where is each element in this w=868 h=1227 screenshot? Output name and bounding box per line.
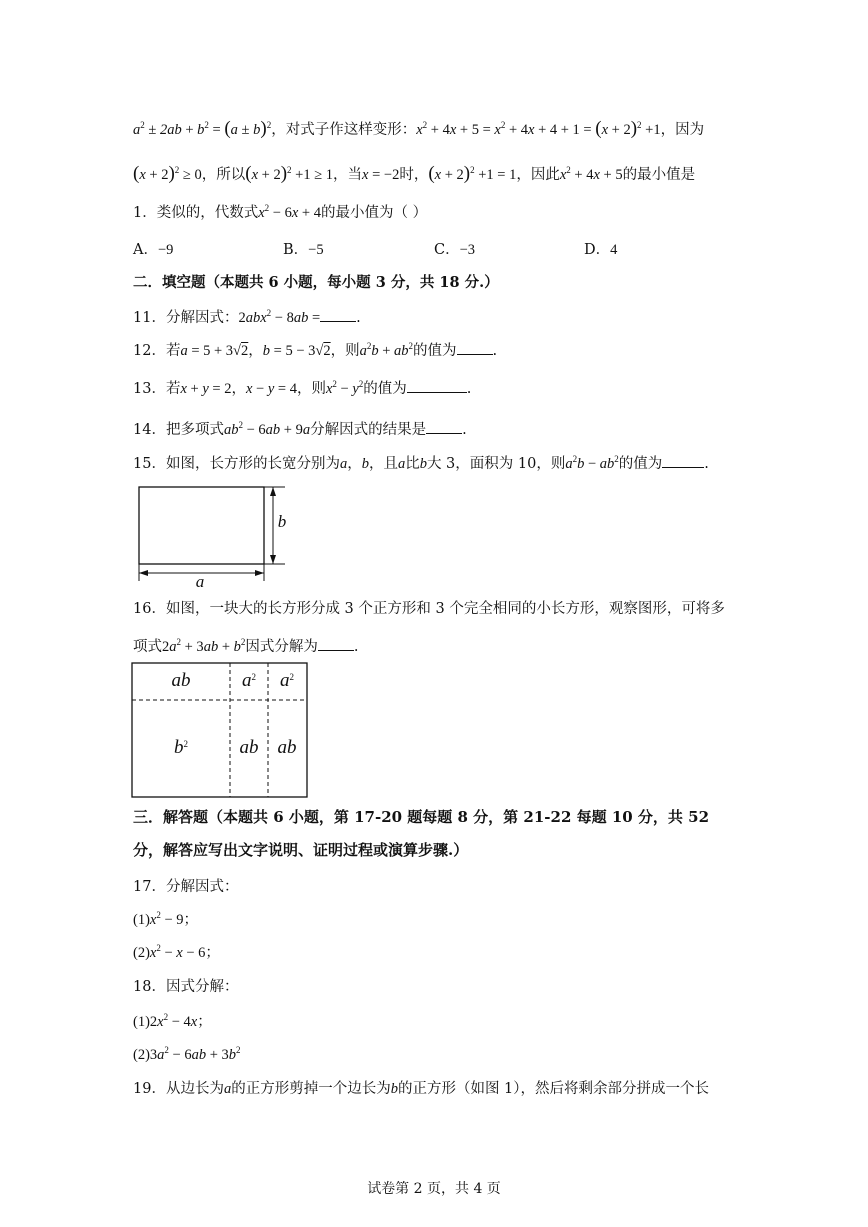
question-text: 的正方形（如图 1），然后将剩余部分拼成一个长	[397, 1081, 710, 1097]
formula: $2x^2 - 4x$	[149, 1012, 198, 1030]
formula-transform: $x^2 + 4x + 5 = x^2 + 4x + 4 + 1 = (x + 2)^2 +1$	[416, 118, 661, 139]
formula: a = 5 + 3√2	[180, 343, 249, 359]
question-text: 13．若	[133, 381, 181, 397]
section-3-subtitle: 分，解答应写出文字说明、证明过程或演算步骤.）	[133, 841, 469, 859]
option-value: −3	[459, 242, 476, 258]
intro-text: ，当	[333, 167, 363, 183]
question-text: 项式	[133, 639, 162, 655]
option-label: B．	[283, 242, 309, 258]
option-label: A．	[133, 242, 158, 258]
option-label: C．	[434, 242, 460, 258]
question-text: 19．从边长为	[133, 1081, 224, 1097]
part-label: (2)	[133, 945, 150, 961]
question-12	[133, 340, 497, 362]
formula: b = 5 − 3√2	[262, 343, 331, 359]
question-text: 比	[405, 456, 420, 472]
section-3-title: 三．解答题（本题共 6 小题，第 17-20 题每题 8 分，第 21-22 每题 10 分，共 52	[133, 808, 710, 826]
var-b: b	[419, 456, 427, 472]
exponent: 2	[183, 739, 188, 749]
intro-line-2	[133, 163, 695, 186]
punct: ；	[183, 912, 199, 928]
cell-ab-top: ab	[171, 670, 191, 691]
punct: ，	[231, 381, 246, 397]
cell-ab-bottom-1: ab	[239, 737, 259, 758]
question-text: 分解因式的结果是	[310, 422, 427, 438]
label-b: b	[277, 512, 287, 531]
part-label: (1)	[133, 912, 150, 928]
answer-blank[interactable]	[662, 453, 704, 468]
punct: ；	[197, 1014, 212, 1030]
rectangle-figure	[135, 483, 295, 591]
option-value: 4	[610, 242, 618, 258]
question-text: 的正方形剪掉一个边长为	[231, 1081, 391, 1097]
rectangle-shape	[139, 487, 264, 564]
question-17-part-1	[133, 909, 198, 931]
cell-a-square-1	[230, 670, 268, 692]
punct: ，	[347, 456, 362, 472]
part-label: (2)	[133, 1047, 150, 1063]
question-13	[133, 378, 471, 400]
answer-blank[interactable]	[320, 307, 356, 322]
formula: $x^2 - 9$	[149, 910, 184, 928]
cell-text: b	[174, 737, 184, 758]
question-16-line-2	[133, 636, 358, 658]
formula: $a^2b + ab^2$	[359, 341, 414, 359]
var-b: b	[390, 1081, 398, 1097]
question-text: 14．把多项式	[133, 422, 224, 438]
page-footer: 试卷第 2 页，共 4 页	[367, 1181, 501, 1197]
formula-ge1: $(x + 2)^2 +1 \ge 1$	[245, 163, 334, 184]
option-b[interactable]	[283, 238, 324, 259]
option-d[interactable]	[584, 238, 617, 259]
label-a: a	[195, 572, 205, 591]
question-text: ，则	[330, 343, 360, 359]
punct: ，	[248, 343, 263, 359]
formula-expr: $x^2 + 4x + 5$	[559, 165, 623, 183]
formula-x-eq: x = −2	[362, 167, 400, 183]
question-text: 的值为	[618, 456, 663, 472]
answer-blank[interactable]	[457, 340, 493, 355]
question-text: 12．若	[133, 343, 181, 359]
punct: .	[356, 310, 361, 326]
intro-text: ，因此	[516, 167, 560, 183]
question-18-part-1	[133, 1011, 212, 1033]
intro-text: ，因为	[660, 122, 705, 138]
cell-text: a	[242, 670, 252, 691]
question-text: 因式分解为	[245, 639, 318, 655]
arrow-down-icon	[270, 555, 276, 564]
question-text: 15．如图，长方形的长宽分别为	[133, 456, 340, 472]
answer-blank[interactable]	[426, 419, 462, 434]
question-text: ，且	[368, 456, 398, 472]
part-label: (1)	[133, 1014, 150, 1030]
punct: .	[353, 639, 359, 655]
formula: $a^2b - ab^2$	[565, 454, 619, 472]
question-19	[133, 1078, 709, 1100]
question-text: ，则	[296, 381, 326, 397]
question-17-part-2	[133, 942, 220, 964]
formula: $x^2 - y^2$	[325, 379, 364, 397]
question-17: 17．分解因式：	[133, 879, 239, 895]
option-value: −5	[308, 242, 324, 258]
question-text: 大 3，面积为 10，则	[426, 456, 566, 472]
question-1	[133, 202, 427, 224]
option-label: D．	[584, 242, 611, 258]
intro-line-1	[133, 118, 704, 141]
arrow-up-icon	[270, 487, 276, 496]
intro-text: ，对式子作这样变形：	[271, 122, 417, 138]
punct: .	[462, 422, 467, 438]
question-14	[133, 419, 467, 441]
question-18-part-2	[133, 1044, 241, 1066]
exponent: 2	[289, 672, 294, 682]
formula: $ab^2 - 6ab + 9a$	[223, 420, 311, 438]
question-18: 18．因式分解：	[133, 979, 239, 995]
option-value: −9	[157, 242, 174, 258]
punct: ；	[205, 945, 220, 961]
option-c[interactable]	[434, 238, 475, 259]
arrow-right-icon	[255, 570, 264, 576]
formula-perfect-square: $a^2 \pm 2ab + b^2 = (a \pm b)^2$	[133, 118, 272, 139]
intro-text: 时，	[399, 167, 429, 183]
exponent: 2	[251, 672, 256, 682]
section-2-title: 二．填空题（本题共 6 小题，每小题 3 分，共 18 分.）	[133, 274, 499, 291]
intro-text: 的最小值是	[622, 167, 696, 183]
answer-blank[interactable]	[318, 636, 354, 651]
question-text: 1．类似的，代数式	[133, 205, 259, 221]
intro-text: ，所以	[201, 167, 246, 183]
cell-text: a	[280, 670, 290, 691]
formula-eq1: $(x + 2)^2 +1 = 1$	[428, 163, 517, 184]
question-text: 11．分解因式：	[133, 310, 239, 326]
var-a: a	[339, 456, 348, 472]
formula: $3a^2 - 6ab + 3b^2$	[149, 1045, 241, 1063]
answer-blank[interactable]	[407, 378, 467, 393]
formula-nonneg: $(x + 2)^2 \ge 0$	[133, 163, 202, 184]
formula: $2a^2 + 3ab + b^2$	[162, 637, 246, 655]
var-a: a	[223, 1081, 232, 1097]
option-a[interactable]	[133, 238, 173, 259]
formula: x − y = 4	[245, 381, 297, 397]
var-a: a	[397, 456, 406, 472]
question-text: 的值为	[363, 381, 407, 397]
question-11	[133, 307, 361, 329]
question-text: 的最小值为（ ）	[320, 205, 428, 221]
punct: .	[466, 381, 472, 397]
arrow-left-icon	[139, 570, 148, 576]
question-text: 的值为	[413, 343, 457, 359]
question-15	[133, 453, 709, 475]
cell-b-square	[132, 737, 230, 759]
punct: .	[492, 343, 498, 359]
cell-ab-bottom-2: ab	[277, 737, 297, 758]
formula: x + y = 2	[180, 381, 232, 397]
question-16-line-1: 16．如图，一块大的长方形分成 3 个正方形和 3 个完全相同的小长方形，观察图形，可将多	[133, 601, 725, 617]
formula: $x^2 - x - 6$	[149, 943, 206, 961]
cell-a-square-2	[268, 670, 306, 692]
formula: 2abx$^2$ − 8ab =	[238, 308, 321, 326]
punct: .	[704, 456, 709, 472]
var-b: b	[361, 456, 369, 472]
formula: $x^2 - 6x + 4$	[258, 203, 321, 221]
